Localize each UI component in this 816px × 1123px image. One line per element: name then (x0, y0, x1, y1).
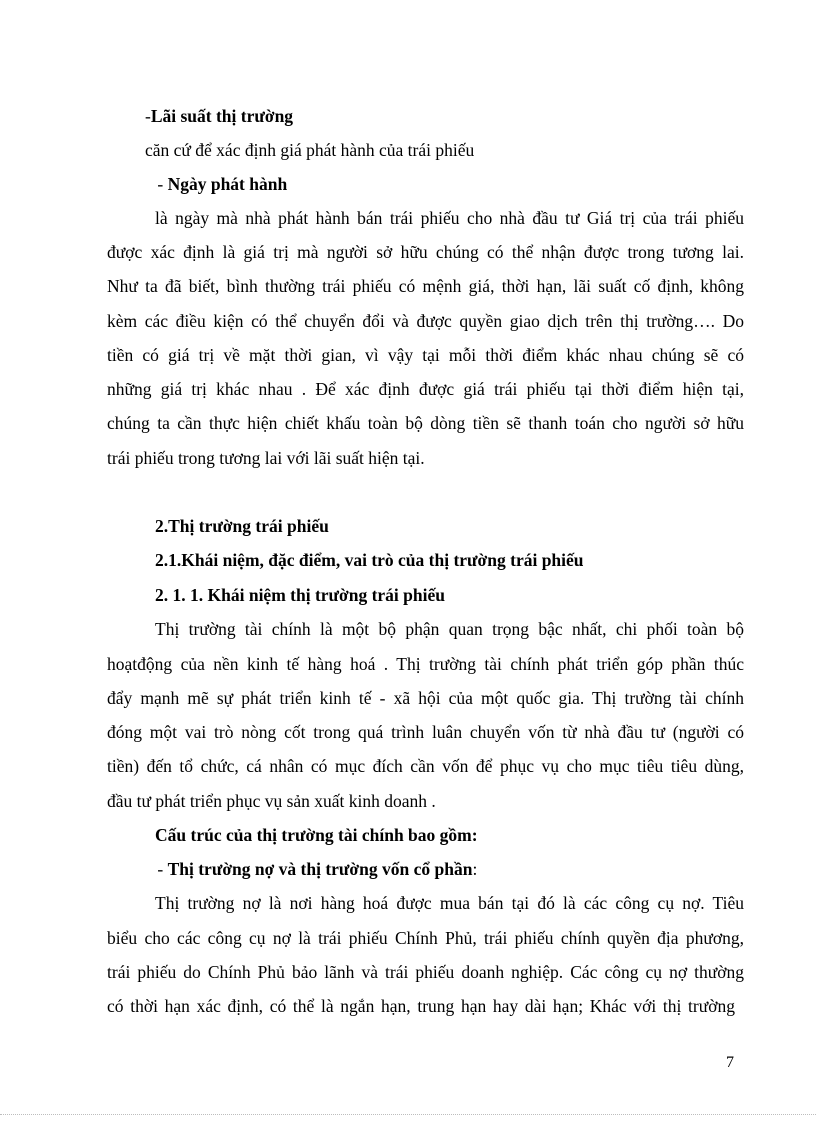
debt-equity-heading: - Thị trường nợ và thị trường vốn cổ phần: (153, 859, 478, 879)
concept-line: hoạtđộng của nền kinh tế hàng hoá . Thị trường tài chính phát triển góp phần thúc (107, 654, 744, 674)
market-rate-text: căn cứ để xác định giá phát hành của trái phiếu (145, 140, 475, 160)
debt-market-line: có thời hạn xác định, có thể là ngắn hạn, trung hạn hay dài hạn; Khác với thị trường (107, 996, 735, 1016)
sub-heading: 2.1.Khái niệm, đặc điểm, vai trò của thị trường trái phiếu (155, 550, 584, 570)
concept-line: đóng một vai trò nòng cốt trong quá trình luân chuyển vốn từ nhà đầu tư (người có (107, 722, 744, 742)
sub-sub-heading: 2. 1. 1. Khái niệm thị trường trái phiếu (155, 585, 445, 605)
page-number: 7 (726, 1054, 734, 1071)
issue-date-line: Như ta đã biết, bình thường trái phiếu có mệnh giá, thời hạn, lãi suất cố định, không (107, 276, 744, 296)
issue-date-line: chúng ta cần thực hiện chiết khấu toàn bộ dòng tiền sẽ thanh toán cho người sở hữu (107, 413, 744, 433)
issue-date-line: trái phiếu trong tương lai với lãi suất hiện tại. (107, 448, 425, 468)
structure-heading: Cấu trúc của thị trường tài chính bao gồm: (155, 825, 478, 845)
debt-market-line: biểu cho các công cụ nợ là trái phiếu Chính Phủ, trái phiếu chính quyền địa phương, (107, 928, 744, 948)
section-heading: 2.Thị trường trái phiếu (155, 516, 329, 536)
debt-market-line: Thị trường nợ là nơi hàng hoá được mua bán tại đó là các công cụ nợ. Tiêu (155, 893, 744, 913)
issue-date-heading: - Ngày phát hành (153, 174, 288, 194)
concept-line: Thị trường tài chính là một bộ phận quan trọng bậc nhất, chi phối toàn bộ (155, 619, 744, 639)
market-rate-heading: -Lãi suất thị trường (145, 106, 294, 126)
page-bottom-divider (0, 1114, 816, 1115)
debt-market-line: trái phiếu do Chính Phủ bảo lãnh và trái phiếu doanh nghiệp. Các công cụ nợ thường (107, 962, 744, 982)
issue-date-line: kèm các điều kiện có thể chuyển đổi và được quyền giao dịch trên thị trường…. Do (107, 311, 744, 331)
concept-line: đẩy mạnh mẽ sự phát triển kinh tế - xã hội của một quốc gia. Thị trường tài chính (107, 688, 744, 708)
issue-date-line: được xác định là giá trị mà người sở hữu chúng có thể nhận được trong tương lai. (107, 242, 744, 262)
issue-date-line: tiền có giá trị về mặt thời gian, vì vậy tại mỗi thời điểm khác nhau chúng sẽ có (107, 345, 744, 365)
issue-date-line: là ngày mà nhà phát hành bán trái phiếu cho nhà đầu tư Giá trị của trái phiếu (155, 208, 744, 228)
issue-date-line: những giá trị khác nhau . Để xác định được giá trái phiếu tại thời điểm hiện tại, (107, 379, 744, 399)
concept-line: tiền) đến tổ chức, cá nhân có mục đích cần vốn để phục vụ cho mục tiêu tiêu dùng, (107, 756, 744, 776)
concept-line: đầu tư phát triển phục vụ sản xuất kinh doanh . (107, 791, 436, 811)
